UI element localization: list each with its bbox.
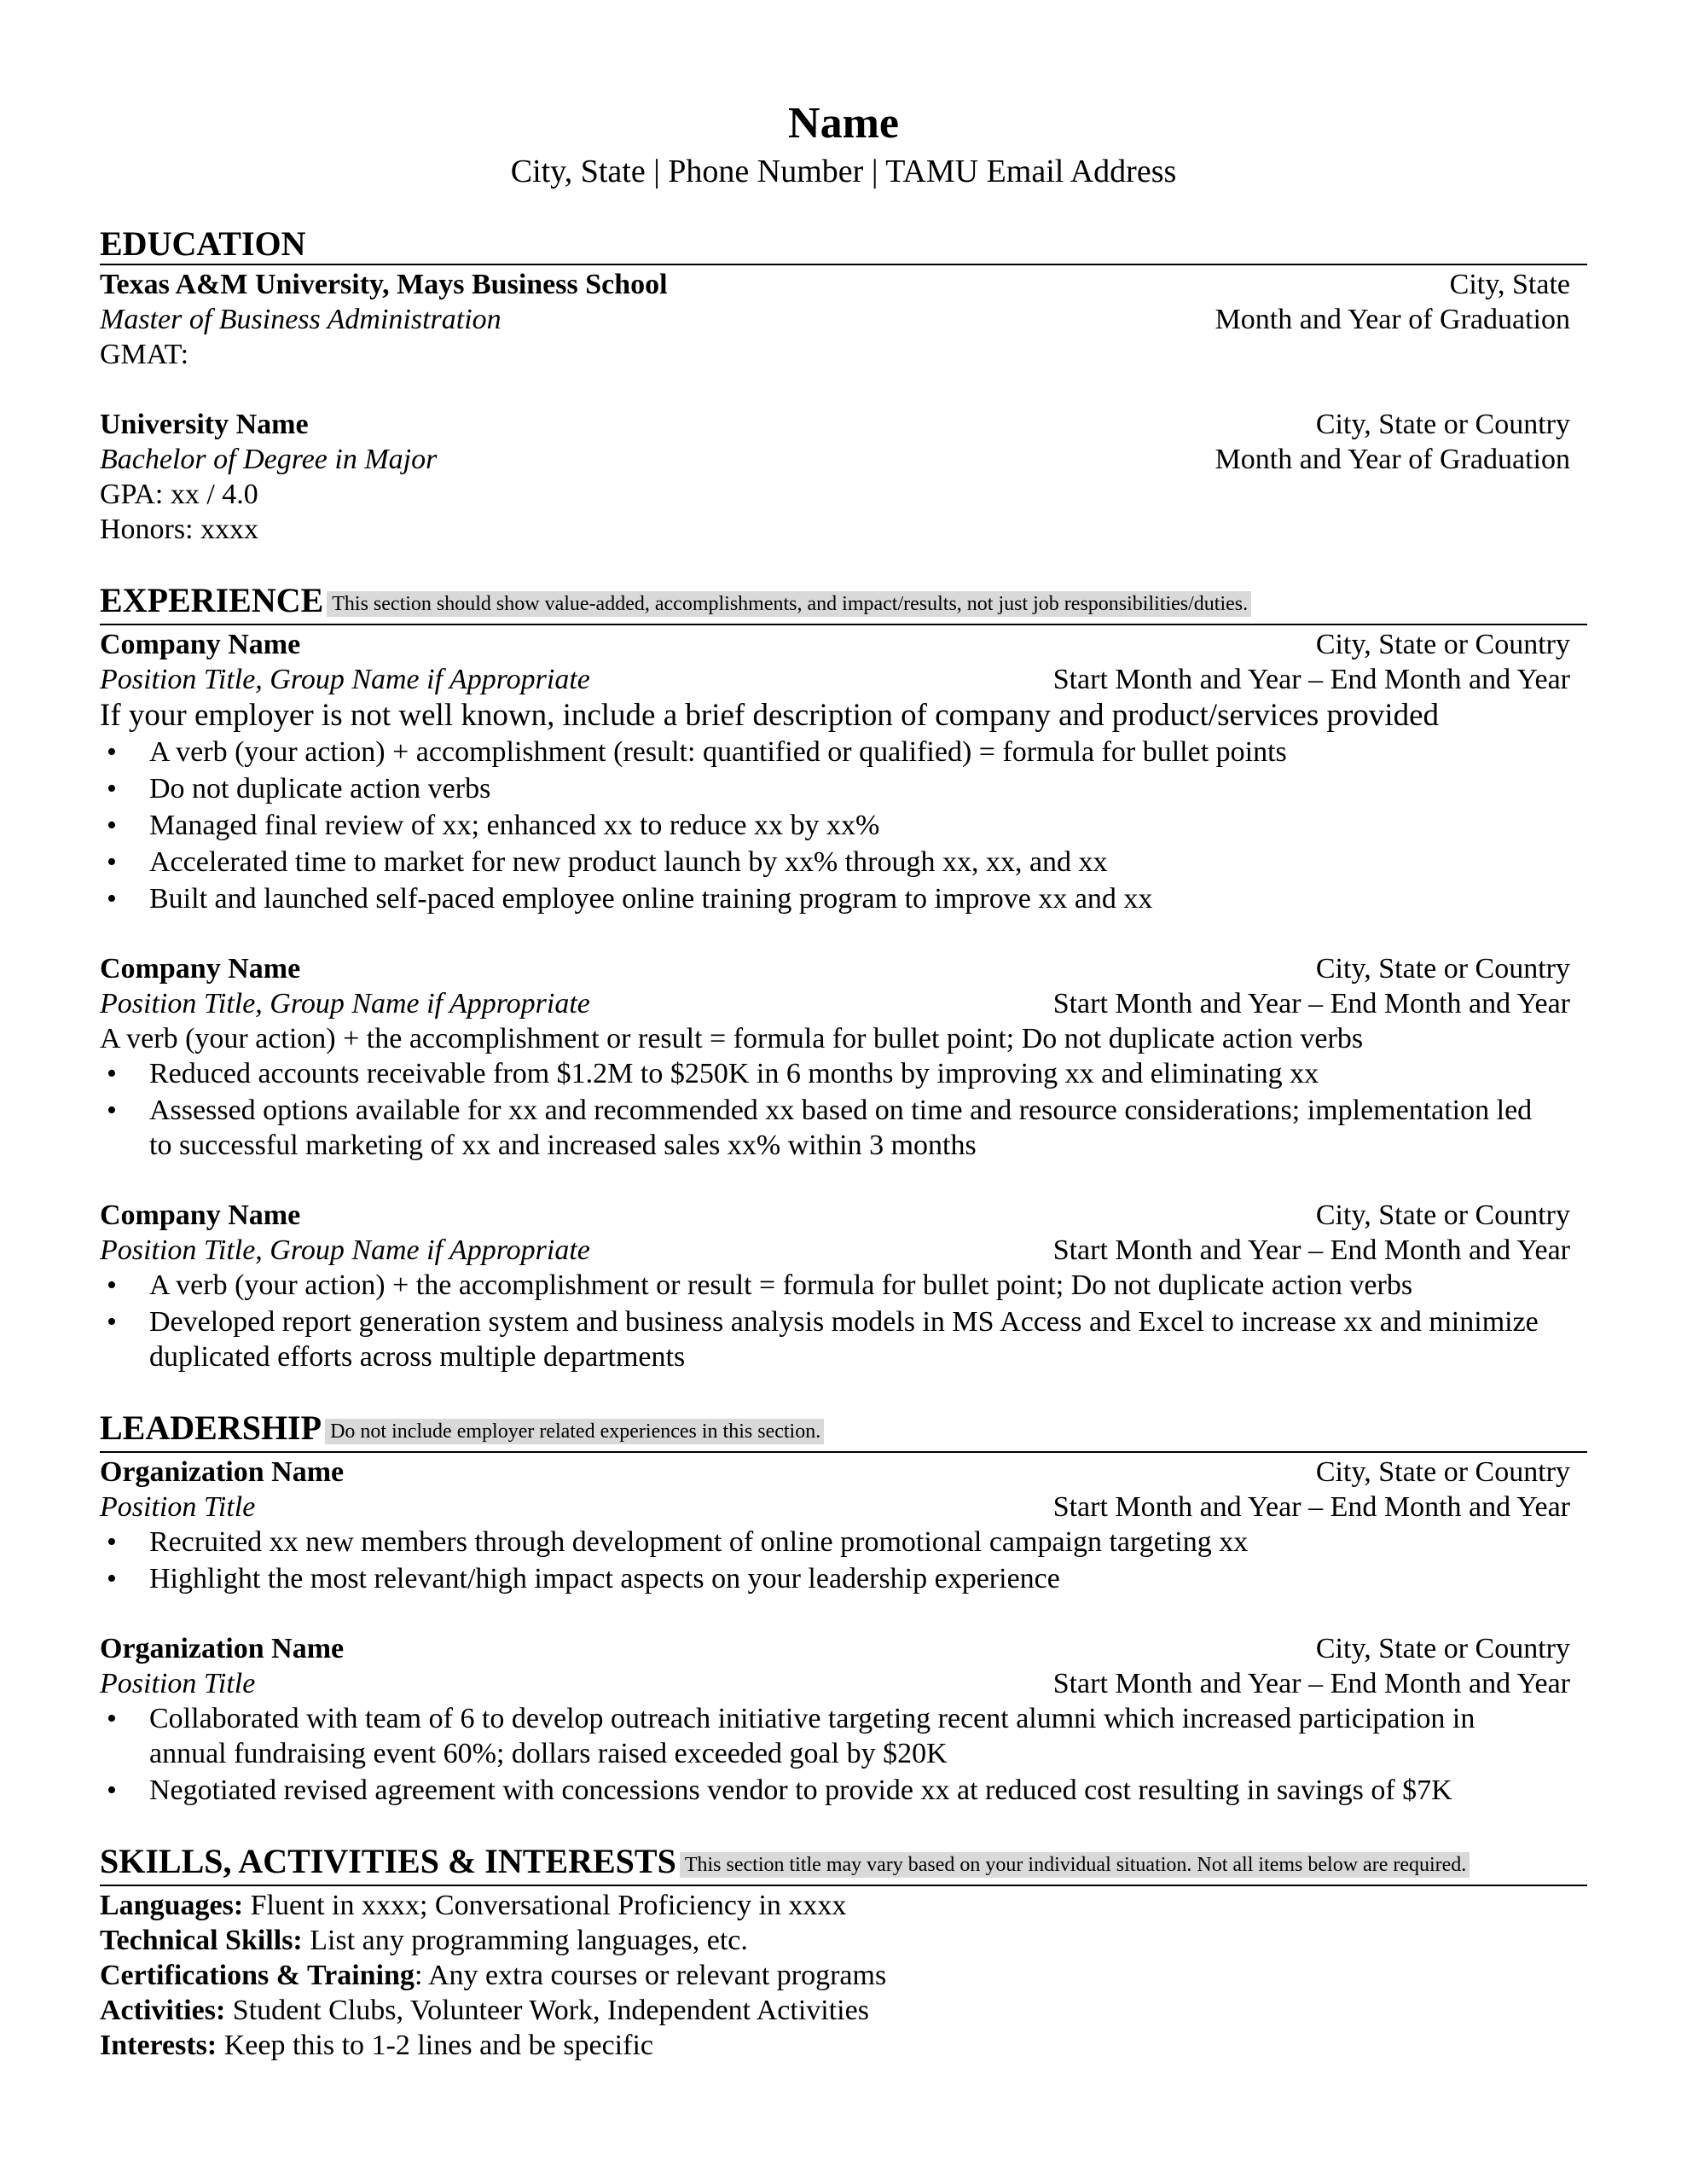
skill-text: Student Clubs, Volunteer Work, Independent Activities	[225, 1995, 869, 2026]
company-name: Company Name	[100, 1199, 301, 1231]
employment-dates: Start Month and Year – End Month and Year	[1052, 664, 1570, 695]
skill-text: Fluent in xxxx; Conversational Proficiency in xxxx	[243, 1890, 847, 1921]
company-location: City, State or Country	[1315, 953, 1570, 985]
bullet-text: Recruited xx new members through development of online promotional campaign targeting xx	[149, 1526, 1249, 1558]
contact-line: City, State | Phone Number | TAMU Email Address	[510, 154, 1177, 189]
skill-label: Technical Skills:	[100, 1925, 303, 1956]
bullet-text: Do not duplicate action verbs	[149, 773, 491, 804]
skill-line-certifications	[100, 1958, 1587, 1993]
education-entry	[100, 267, 1587, 372]
section-divider	[100, 624, 1587, 625]
bullet-item	[100, 1268, 1587, 1303]
organization-name: Organization Name	[100, 1456, 345, 1488]
bullet-glyph: •	[107, 846, 117, 878]
experience-section	[100, 581, 1587, 1374]
bullet-glyph: •	[107, 810, 117, 841]
section-header-experience	[100, 581, 1587, 624]
bullet-text: Highlight the most relevant/high impact aspects on your leadership experience	[149, 1563, 1060, 1594]
skill-text: List any programming languages, etc.	[302, 1925, 748, 1956]
section-divider	[100, 1885, 1587, 1886]
leadership-dates: Start Month and Year – End Month and Year	[1052, 1491, 1570, 1523]
bullet-item	[100, 1773, 1587, 1808]
company-location: City, State or Country	[1315, 629, 1570, 660]
organization-location: City, State or Country	[1315, 1456, 1570, 1488]
bullet-glyph: •	[107, 1703, 117, 1734]
bullet-text: Built and launched self-paced employee online training program to improve xx and xx	[149, 883, 1153, 915]
organization-name: Organization Name	[100, 1633, 345, 1664]
bullet-glyph: •	[107, 1563, 117, 1594]
bullet-text: A verb (your action) + accomplishment (result: quantified or qualified) = formula for bullet points	[149, 736, 1287, 768]
bullet-text: Managed final review of xx; enhanced xx to reduce xx by xx%	[149, 810, 880, 841]
education-detail: GPA: xx / 4.0	[100, 479, 258, 510]
skill-text: Keep this to 1-2 lines and be specific	[217, 2030, 653, 2061]
skill-line-languages	[100, 1888, 1587, 1923]
bullet-glyph: •	[107, 736, 117, 768]
position-title: Position Title, Group Name if Appropriate	[100, 1234, 590, 1266]
graduation-date: Month and Year of Graduation	[1215, 444, 1570, 475]
bullet-item	[100, 735, 1587, 770]
leadership-entry	[100, 1631, 1587, 1808]
bullet-list	[100, 1525, 1587, 1596]
experience-entry	[100, 1198, 1587, 1374]
skill-label: Languages:	[100, 1890, 244, 1921]
school-location: City, State or Country	[1315, 409, 1570, 440]
resume-name: Name	[788, 99, 899, 148]
bullet-glyph: •	[107, 773, 117, 804]
section-divider	[100, 264, 1587, 265]
section-title-skills: SKILLS, ACTIVITIES & INTERESTS	[100, 1842, 676, 1880]
degree: Bachelor of Degree in Major	[100, 444, 438, 475]
bullet-text: Accelerated time to market for new product launch by xx% through xx, xx, and xx	[149, 846, 1108, 878]
experience-entry	[100, 951, 1587, 1163]
organization-location: City, State or Country	[1315, 1633, 1570, 1664]
bullet-text: Developed report generation system and business analysis models in MS Access and Excel to increase xx and minimize duplicated efforts across multiple departments	[149, 1306, 1539, 1373]
bullet-item	[100, 845, 1587, 880]
bullet-glyph: •	[107, 1269, 117, 1301]
bullet-item	[100, 1304, 1587, 1374]
company-name: Company Name	[100, 953, 301, 985]
section-title-leadership: LEADERSHIP	[100, 1409, 322, 1447]
school-name: Texas A&M University, Mays Business School	[100, 269, 668, 300]
leadership-dates: Start Month and Year – End Month and Year	[1052, 1668, 1570, 1699]
position-title: Position Title, Group Name if Appropriate	[100, 988, 590, 1019]
skill-label: Certifications & Training	[100, 1960, 415, 1991]
education-detail: GMAT:	[100, 339, 189, 370]
bullet-item	[100, 771, 1587, 806]
experience-entry	[100, 627, 1587, 916]
employment-dates: Start Month and Year – End Month and Year	[1052, 988, 1570, 1019]
skill-text: : Any extra courses or relevant programs	[414, 1960, 887, 1991]
bullet-list	[100, 1056, 1587, 1163]
bullet-item	[100, 1525, 1587, 1560]
company-description: A verb (your action) + the accomplishment or result = formula for bullet point; Do not duplicate action verbs	[100, 1023, 1364, 1054]
section-header-skills	[100, 1842, 1587, 1885]
bullet-text: Assessed options available for xx and recommended xx based on time and resource considerations; implementation led to successful marketing of xx and increased sales xx% within 3 months	[149, 1095, 1533, 1161]
section-note-skills: This section title may vary based on your individual situation. Not all items below are required.	[680, 1852, 1470, 1878]
section-header-leadership	[100, 1409, 1587, 1451]
resume-page	[100, 0, 1587, 2184]
section-note-experience: This section should show value-added, accomplishments, and impact/results, not just job responsibilities/duties.	[327, 591, 1251, 617]
bullet-item	[100, 1561, 1587, 1596]
skill-line-technical	[100, 1923, 1587, 1958]
bullet-item	[100, 1701, 1587, 1771]
bullet-list	[100, 1268, 1587, 1374]
skill-label: Interests:	[100, 2030, 217, 2061]
bullet-item	[100, 1056, 1587, 1091]
skill-line-activities	[100, 1993, 1587, 2028]
skill-line-interests	[100, 2028, 1587, 2063]
education-detail: Honors: xxxx	[100, 514, 259, 545]
skill-label: Activities:	[100, 1995, 226, 2026]
education-section	[100, 224, 1587, 547]
section-title-education: EDUCATION	[100, 224, 306, 263]
bullet-glyph: •	[107, 1058, 117, 1089]
degree: Master of Business Administration	[100, 304, 501, 335]
bullet-glyph: •	[107, 1095, 117, 1126]
bullet-glyph: •	[107, 883, 117, 915]
bullet-list	[100, 735, 1587, 916]
leadership-section	[100, 1409, 1587, 1808]
bullet-text: Reduced accounts receivable from $1.2M to $250K in 6 months by improving xx and eliminating xx	[149, 1058, 1319, 1089]
bullet-item	[100, 881, 1587, 916]
bullet-glyph: •	[107, 1774, 117, 1806]
bullet-item	[100, 1093, 1587, 1163]
skills-section	[100, 1842, 1587, 2063]
section-title-experience: EXPERIENCE	[100, 581, 324, 619]
section-divider	[100, 1451, 1587, 1453]
section-note-leadership: Do not include employer related experiences in this section.	[325, 1419, 824, 1444]
employment-dates: Start Month and Year – End Month and Year	[1052, 1234, 1570, 1266]
school-name: University Name	[100, 409, 309, 440]
leadership-entry	[100, 1455, 1587, 1596]
bullet-text: Collaborated with team of 6 to develop outreach initiative targeting recent alumni which increased participation in annual fundraising event 60%; dollars raised exceeded goal by $20K	[149, 1703, 1475, 1769]
bullet-glyph: •	[107, 1306, 117, 1338]
company-description: If your employer is not well known, include a brief description of company and product/services provided	[100, 698, 1440, 733]
position-title: Position Title, Group Name if Appropriate	[100, 664, 590, 695]
graduation-date: Month and Year of Graduation	[1215, 304, 1570, 335]
company-name: Company Name	[100, 629, 301, 660]
bullet-glyph: •	[107, 1526, 117, 1558]
school-location: City, State	[1449, 269, 1570, 300]
bullet-item	[100, 808, 1587, 843]
bullet-list	[100, 1701, 1587, 1808]
position-title: Position Title	[100, 1668, 256, 1699]
bullet-text: A verb (your action) + the accomplishment or result = formula for bullet point; Do not duplicate action verbs	[149, 1269, 1413, 1301]
company-location: City, State or Country	[1315, 1199, 1570, 1231]
position-title: Position Title	[100, 1491, 256, 1523]
bullet-text: Negotiated revised agreement with concessions vendor to provide xx at reduced cost resulting in savings of $7K	[149, 1774, 1452, 1806]
education-entry	[100, 407, 1587, 547]
